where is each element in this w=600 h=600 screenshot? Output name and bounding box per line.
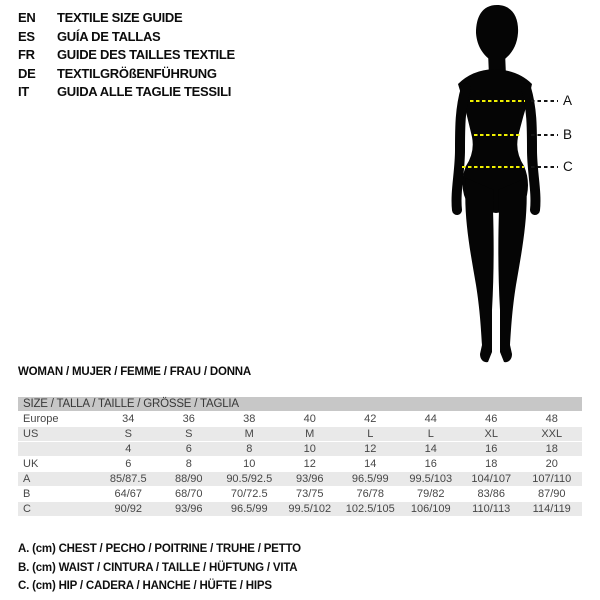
size-table-row <box>18 412 582 427</box>
size-cell: 12 <box>364 443 377 455</box>
size-cell: 73/75 <box>295 488 324 500</box>
size-cell: 18 <box>485 458 498 470</box>
size-cell: 93/96 <box>295 473 324 485</box>
guide-title: GUIDA ALLE TAGLIE TESSILI <box>57 84 232 99</box>
size-cell: 34 <box>122 413 135 425</box>
size-cell: 6 <box>185 443 192 455</box>
size-cell: S <box>185 428 193 440</box>
size-cell: 87/90 <box>537 488 566 500</box>
size-cell: 20 <box>545 458 558 470</box>
woman-silhouette-figure <box>430 0 600 370</box>
size-cell: 76/78 <box>356 488 385 500</box>
language-row <box>18 28 235 47</box>
guide-title: TEXTILGRÖßENFÜHRUNG <box>57 65 217 81</box>
size-cell: 48 <box>545 413 558 425</box>
size-cell: 96.5/99 <box>351 473 389 485</box>
size-table-header: SIZE / TALLA / TAILLE / GRÖSSE / TAGLIA <box>18 397 582 412</box>
size-cell: 110/113 <box>472 503 511 515</box>
size-cell: 90/92 <box>114 503 143 515</box>
size-cell: 106/109 <box>410 503 451 515</box>
size-cell: 14 <box>364 458 377 470</box>
size-cell: M <box>305 428 315 440</box>
size-cell: 90.5/92.5 <box>226 473 273 485</box>
size-cell: 99.5/102 <box>288 503 332 515</box>
size-cell: L <box>427 428 434 440</box>
size-cell: 42 <box>364 413 377 425</box>
size-cell: 18 <box>545 443 558 455</box>
size-cell: 79/82 <box>416 488 445 500</box>
guide-title: GUIDE DES TAILLES TEXTILE <box>57 47 235 62</box>
chest-pointer-dash <box>531 100 558 102</box>
language-code: IT <box>18 84 29 99</box>
size-table <box>18 397 582 517</box>
size-cell: 102.5/105 <box>345 503 395 515</box>
chest-body-dash <box>470 100 525 102</box>
legend-row: B. (cm) WAIST / CINTURA / TAILLE / HÜFTUNG / VITA <box>18 561 298 574</box>
size-table-body <box>18 412 582 517</box>
size-cell: XL <box>484 428 498 440</box>
size-cell: S <box>124 428 132 440</box>
size-cell: 68/70 <box>174 488 203 500</box>
size-cell: 36 <box>182 413 195 425</box>
size-cell: 83/86 <box>477 488 506 500</box>
size-cell: 64/67 <box>114 488 143 500</box>
row-label: US <box>23 428 39 440</box>
size-cell: XXL <box>541 428 563 440</box>
size-table-row <box>18 502 582 517</box>
size-cell: 14 <box>424 443 437 455</box>
size-cell: 40 <box>303 413 316 425</box>
size-cell: 46 <box>485 413 498 425</box>
size-cell: 16 <box>424 458 437 470</box>
waist-body-dash <box>474 134 521 136</box>
waist-pointer-dash <box>531 134 558 136</box>
language-code: FR <box>18 47 35 62</box>
size-cell: 104/107 <box>471 473 512 485</box>
size-table-row <box>18 442 582 457</box>
woman-silhouette <box>430 0 600 370</box>
language-code: DE <box>18 65 36 81</box>
measure-label-b: B <box>563 127 573 142</box>
language-code: ES <box>18 28 35 44</box>
row-label: C <box>23 503 31 515</box>
size-cell: 38 <box>243 413 256 425</box>
language-row <box>18 65 235 84</box>
row-label: Europe <box>23 413 59 425</box>
size-cell: 96.5/99 <box>230 503 268 515</box>
row-label: UK <box>23 458 39 470</box>
hip-pointer-dash <box>531 166 558 168</box>
size-cell: 70/72.5 <box>230 488 268 500</box>
measure-label-c: C <box>563 159 573 174</box>
language-code: EN <box>18 10 36 25</box>
gender-heading: WOMAN / MUJER / FEMME / FRAU / DONNA <box>18 366 252 378</box>
size-cell: 88/90 <box>174 473 203 485</box>
row-label: B <box>23 488 31 500</box>
size-cell: 44 <box>424 413 437 425</box>
measurement-legend <box>18 540 301 596</box>
size-table-row <box>18 472 582 487</box>
legend-row: A. (cm) CHEST / PECHO / POITRINE / TRUHE / PETTO <box>18 543 301 555</box>
size-cell: 8 <box>246 443 253 455</box>
guide-title: TEXTILE SIZE GUIDE <box>57 10 183 25</box>
size-cell: L <box>367 428 374 440</box>
size-cell: 85/87.5 <box>109 473 147 485</box>
size-table-row <box>18 487 582 502</box>
size-cell: 107/110 <box>532 473 572 485</box>
measure-label-a: A <box>563 93 573 108</box>
measure-line-chest <box>430 93 600 108</box>
size-cell: M <box>244 428 254 440</box>
size-table-row <box>18 457 582 472</box>
size-cell: 99.5/103 <box>409 473 453 485</box>
row-label: A <box>23 473 31 485</box>
size-cell: 8 <box>185 458 192 470</box>
measure-line-hip <box>430 159 600 174</box>
hip-body-dash <box>462 166 524 168</box>
size-cell: 16 <box>485 443 498 455</box>
guide-title: GUÍA DE TALLAS <box>57 28 161 44</box>
size-cell: 10 <box>243 458 256 470</box>
size-cell: 93/96 <box>174 503 203 515</box>
language-row <box>18 83 235 102</box>
size-cell: 6 <box>125 458 132 470</box>
legend-row: C. (cm) HIP / CADERA / HANCHE / HÜFTE / HIPS <box>18 580 272 592</box>
row-label <box>18 442 98 456</box>
language-title-list <box>18 9 235 102</box>
size-cell: 12 <box>303 458 316 470</box>
size-table-row <box>18 427 582 442</box>
size-cell: 10 <box>303 443 316 455</box>
size-cell: 114/119 <box>532 503 571 515</box>
language-row <box>18 9 235 28</box>
measure-line-waist <box>430 127 600 142</box>
size-cell: 4 <box>125 443 132 455</box>
language-row <box>18 46 235 65</box>
